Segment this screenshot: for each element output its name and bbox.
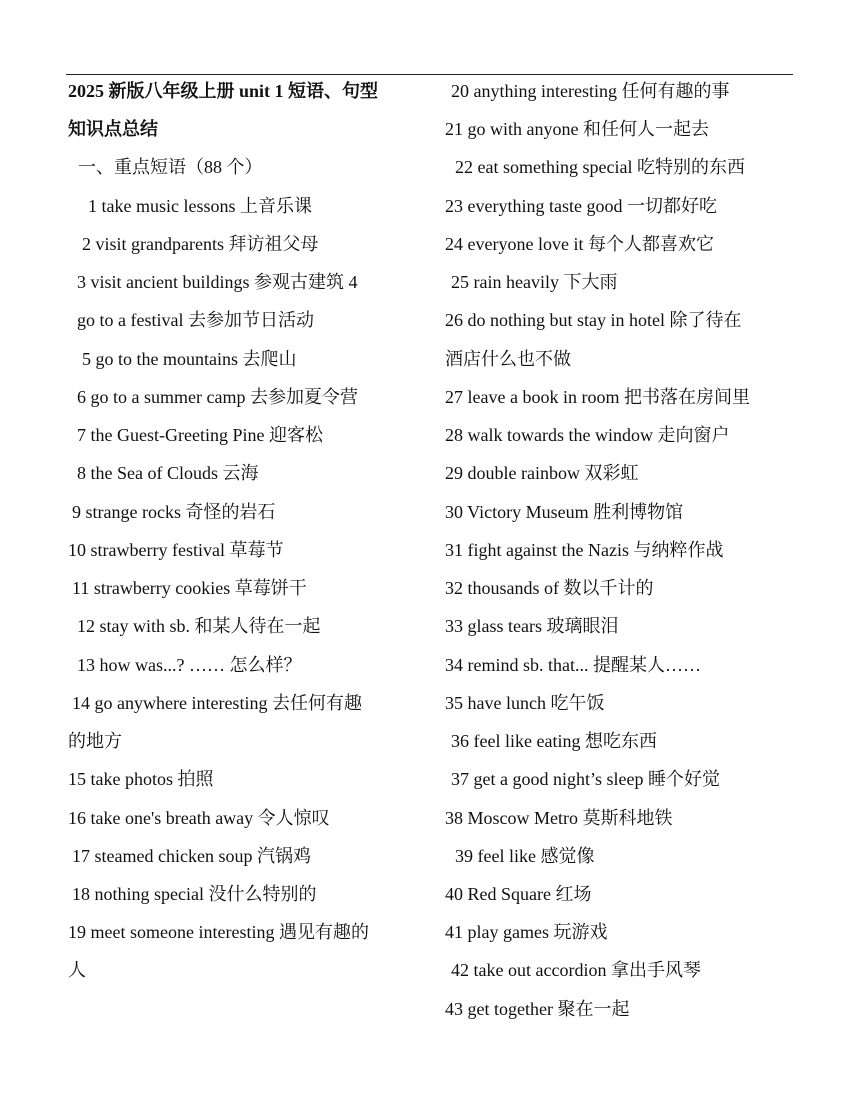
phrase-line: 22 eat something special 吃特别的东西: [455, 157, 745, 177]
phrase-line: 42 take out accordion 拿出手风琴: [451, 960, 701, 980]
phrase-line: 24 everyone love it 每个人都喜欢它: [445, 234, 714, 254]
phrase-line: 7 the Guest-Greeting Pine 迎客松: [77, 425, 323, 445]
phrase-line: 36 feel like eating 想吃东西: [451, 731, 657, 751]
phrase-line: 14 go anywhere interesting 去任何有趣: [72, 693, 362, 713]
phrase-line: 2 visit grandparents 拜访祖父母: [82, 234, 319, 254]
phrase-line: 13 how was...? …… 怎么样？: [77, 655, 302, 675]
phrase-line: 29 double rainbow 双彩虹: [445, 463, 639, 483]
phrase-line: 33 glass tears 玻璃眼泪: [445, 616, 619, 636]
phrase-line: 26 do nothing but stay in hotel 除了待在: [445, 310, 742, 330]
phrase-line: 21 go with anyone 和任何人一起去: [445, 119, 709, 139]
phrase-line: 10 strawberry festival 草莓节: [68, 540, 284, 560]
phrase-line: 19 meet someone interesting 遇见有趣的: [68, 922, 369, 942]
phrase-line: 31 fight against the Nazis 与纳粹作战: [445, 540, 724, 560]
phrase-line: 37 get a good night’s sleep 睡个好觉: [451, 769, 720, 789]
phrase-line: 35 have lunch 吃午饭: [445, 693, 605, 713]
phrase-line: 11 strawberry cookies 草莓饼干: [72, 578, 307, 598]
phrase-line: 6 go to a summer camp 去参加夏令营: [77, 387, 358, 407]
phrase-line: 27 leave a book in room 把书落在房间里: [445, 387, 750, 407]
phrase-line: 39 feel like 感觉像: [455, 846, 595, 866]
phrase-line: 18 nothing special 没什么特别的: [72, 884, 317, 904]
phrase-line: 32 thousands of 数以千计的: [445, 578, 654, 598]
title-line-1: 2025 新版八年级上册 unit 1 短语、句型: [68, 81, 379, 101]
phrase-line: 25 rain heavily 下大雨: [451, 272, 618, 292]
phrase-line: 40 Red Square 红场: [445, 884, 592, 904]
phrase-line: 23 everything taste good 一切都好吃: [445, 196, 717, 216]
phrase-line: 15 take photos 拍照: [68, 769, 214, 789]
phrase-line: 1 take music lessons 上音乐课: [88, 196, 312, 216]
phrase-line: 16 take one's breath away 令人惊叹: [68, 808, 330, 828]
phrase-line: 17 steamed chicken soup 汽锅鸡: [72, 846, 311, 866]
phrase-line: go to a festival 去参加节日活动: [77, 310, 314, 330]
phrase-line: 38 Moscow Metro 莫斯科地铁: [445, 808, 673, 828]
phrase-line: 20 anything interesting 任何有趣的事: [451, 81, 730, 101]
phrase-line: 8 the Sea of Clouds 云海: [77, 463, 259, 483]
section-heading: 一、重点短语（88 个）: [78, 157, 263, 177]
phrase-line: 34 remind sb. that... 提醒某人……: [445, 655, 701, 675]
phrase-line: 酒店什么也不做: [445, 349, 571, 369]
phrase-line: 43 get together 聚在一起: [445, 999, 630, 1019]
phrase-line: 3 visit ancient buildings 参观古建筑 4: [77, 272, 358, 292]
phrase-line: 的地方: [68, 731, 122, 751]
phrase-line: 28 walk towards the window 走向窗户: [445, 425, 730, 445]
phrase-line: 12 stay with sb. 和某人待在一起: [77, 616, 321, 636]
phrase-line: 9 strange rocks 奇怪的岩石: [72, 502, 276, 522]
phrase-line: 人: [68, 960, 86, 980]
phrase-line: 30 Victory Museum 胜利博物馆: [445, 502, 684, 522]
title-line-2: 知识点总结: [68, 119, 158, 139]
phrase-line: 41 play games 玩游戏: [445, 922, 608, 942]
phrase-line: 5 go to the mountains 去爬山: [82, 349, 297, 369]
header-rule: [66, 74, 793, 75]
